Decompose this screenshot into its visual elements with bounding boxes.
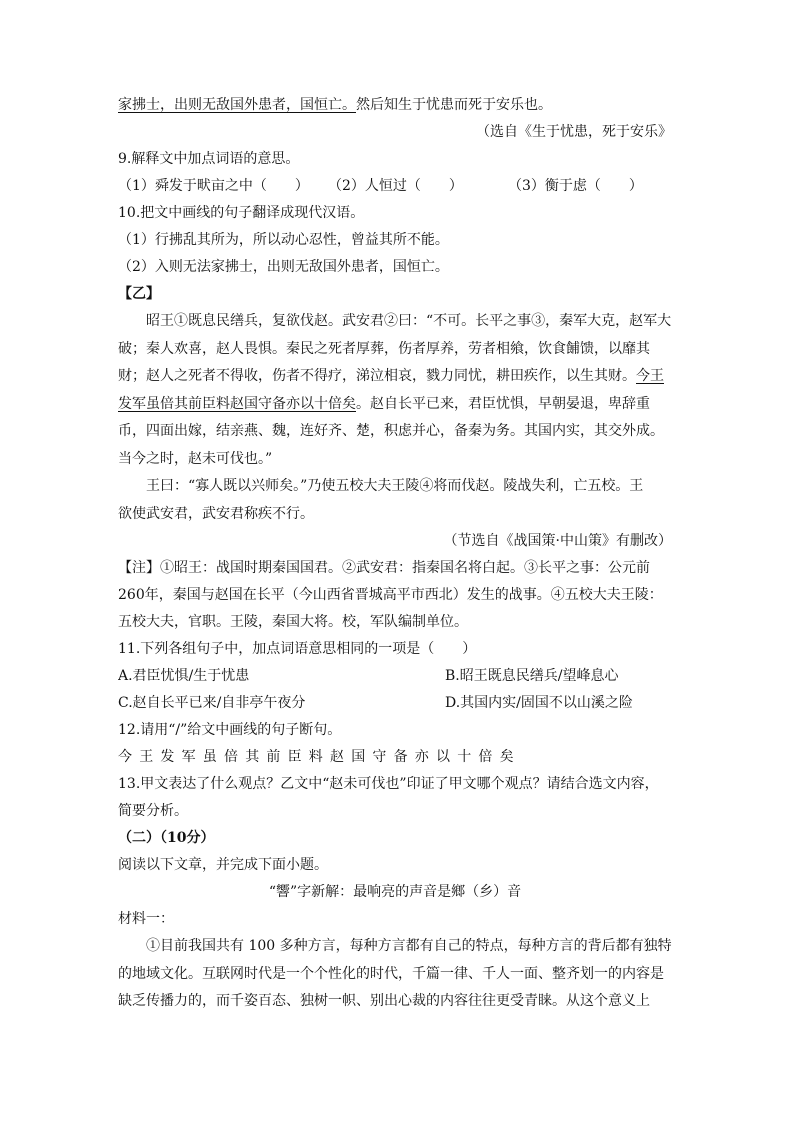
q9-item-1: （1）舜发于畎亩之中（ ） <box>118 178 309 194</box>
notes-line-3: 五校大夫，官职。王陵，秦国大将。校，军队编制单位。 <box>118 614 468 630</box>
underlined-sentence: 家拂士，出则无敌国外患者，国恒亡。 <box>118 97 356 113</box>
yi-para1-line4 <box>118 391 672 419</box>
q11-options-row-2 <box>118 690 672 717</box>
yi-para1-line5: 币，四面出嫁，结亲燕、魏，连好齐、楚，积虑并心，备秦为务。其国内实，其交外成。 <box>118 423 664 439</box>
q10-item-1: （1）行拂乱其所为，所以动心忍性，曾益其所不能。 <box>118 232 449 248</box>
jia-ending-line <box>118 92 672 119</box>
material-para-line1: ①目前我国共有 100 多种方言，每种方言都有自己的特点，每种方言的背后都有独特 <box>146 938 672 954</box>
yi-para2-line2: 欲使武安君，武安君称疾不行。 <box>118 505 314 522</box>
yi-para1-line1: 昭王①既息民缮兵，复欲伐赵。武安君②曰：“不可。长平之事③，秦军大克，赵军大 <box>146 313 672 329</box>
yi-para1-line3-text: 财；赵人之死者不得收，伤者不得疗，涕泣相哀，戮力同忧，耕田疾作，以生其财。 <box>118 368 636 384</box>
jia-source: （选自《生于忧患，死于安乐》 <box>476 124 672 140</box>
q13-line-2: 简要分析。 <box>118 803 188 819</box>
material-para-line3: 缺乏传播力的，而千姿百态、独树一帜、别出心裁的内容往往更受青睐。从这个意义上 <box>118 993 650 1009</box>
q9-item-2: （2）人恒过（ ） <box>328 178 463 194</box>
yi-para1-line4-text: 。赵自长平已来，君臣忧惧，早朝晏退，卑辞重 <box>356 395 650 412</box>
notes-line-2: 260年，秦国与赵国在长平（今山西省晋城高平市西北）发生的战事。④五校大夫王陵： <box>118 587 663 603</box>
article-title: “響”字新解：最响亮的声音是鄉（乡）音 <box>268 884 522 900</box>
q11-option-d[interactable]: D.其国内实/固国不以山溪之险 <box>445 695 633 711</box>
underlined-sentence-start: 今王 <box>636 368 664 384</box>
section2-instruction: 阅读以下文章，并完成下面小题。 <box>118 857 328 873</box>
yi-heading: 【乙】 <box>118 286 160 302</box>
q11-options-row-1 <box>118 663 672 690</box>
q11-stem: 11.下列各组句子中，加点词语意思相同的一项是（ ） <box>118 641 477 657</box>
q9-items <box>118 173 672 200</box>
material-label: 材料一： <box>118 911 174 927</box>
material-para-line2: 的地域文化。互联网时代是一个个性化的时代，千篇一律、千人一面、整齐划一的内容是 <box>118 965 664 982</box>
exam-page <box>118 92 672 1016</box>
q12-sentence: 今王发军虽倍其前臣料赵国守备亦以十倍矣 <box>118 749 521 765</box>
q12-stem: 12.请用“/”给文中画线的句子断句。 <box>118 722 342 738</box>
q11-option-b[interactable]: B.昭王既息民缮兵/望峰息心 <box>445 668 619 684</box>
q11-option-c[interactable]: C.赵自长平已来/自非亭午夜分 <box>118 695 306 711</box>
yi-para1-line3 <box>118 363 672 391</box>
q11-option-a[interactable]: A.君臣忧惧/生于忧患 <box>118 668 250 684</box>
q10-stem: 10.把文中画线的句子翻译成现代汉语。 <box>118 205 365 221</box>
jia-ending-rest: 然后知生于忧患而死于安乐也。 <box>356 97 552 113</box>
yi-para2-line1: 王曰：“寡人既以兴师矣。”乃使五校大夫王陵④将而伐赵。陵战失利，亡五校。王 <box>146 478 644 494</box>
yi-para1-line2: 破；秦人欢喜，赵人畏惧。秦民之死者厚葬，伤者厚养，劳者相飨，饮食餔馈，以靡其 <box>118 340 650 357</box>
underlined-sentence-rest: 发军虽倍其前臣料赵国守备亦以十倍矣 <box>118 395 356 412</box>
section2-heading: （二）（10分） <box>118 830 215 846</box>
yi-source: （节选自《战国策·中山策》有删改） <box>443 533 672 549</box>
q9-item-3: （3）衡于虑（ ） <box>508 178 643 194</box>
q13-line-1: 13.甲文表达了什么观点？乙文中“赵未可伐也”印证了甲文哪个观点？请结合选文内容， <box>118 776 659 792</box>
notes-line-1: 【注】①昭王：战国时期秦国国君。②武安君：指秦国名将白起。③长平之事：公元前 <box>118 560 650 576</box>
q9-stem: 9.解释文中加点词语的意思。 <box>118 151 300 167</box>
q10-item-2: （2）入则无法家拂士，出则无敌国外患者，国恒亡。 <box>118 259 449 275</box>
yi-para1-line6: 当今之时，赵未可伐也。” <box>118 450 273 467</box>
